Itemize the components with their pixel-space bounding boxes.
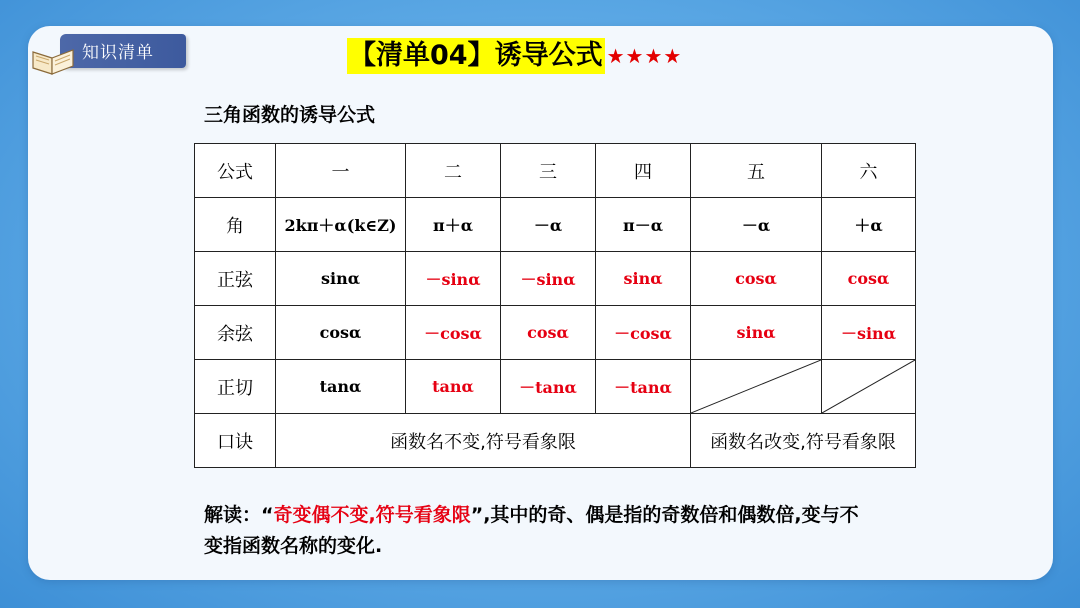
table-header-row <box>195 144 916 198</box>
section-subtitle: 三角函数的诱导公式 <box>204 104 376 126</box>
table-cell: π＋α <box>406 198 501 252</box>
note-suffix: ”,其中的奇、偶是指的奇数倍和偶数倍,变与不变指函数名称的变化. <box>204 504 859 557</box>
table-cell: cosα <box>822 252 916 306</box>
diagonal-line <box>822 360 915 413</box>
diagonal-line <box>691 360 821 413</box>
difficulty-stars: ★★★★ <box>606 44 683 68</box>
row-label: 口诀 <box>195 414 276 468</box>
table-cell: sinα <box>691 306 822 360</box>
empty-diagonal-cell <box>822 360 916 414</box>
empty-diagonal-cell <box>691 360 822 414</box>
row-label: 角 <box>195 198 276 252</box>
badge-label: 知识清单 <box>82 43 154 63</box>
table-cell: －tanα <box>501 360 596 414</box>
table-cell: －sinα <box>406 252 501 306</box>
table-cell: sinα <box>276 252 406 306</box>
table-cell: －cosα <box>406 306 501 360</box>
table-row <box>195 252 916 306</box>
row-label: 余弦 <box>195 306 276 360</box>
mnemonic-cell: 函数名不变,符号看象限 <box>276 414 691 468</box>
header-cell: 五 <box>691 144 822 198</box>
table-cell: －sinα <box>501 252 596 306</box>
table-row <box>195 198 916 252</box>
header-cell: 三 <box>501 144 596 198</box>
book-icon <box>30 42 76 76</box>
table-cell: cosα <box>276 306 406 360</box>
induction-formula-table <box>194 143 916 468</box>
table-row <box>195 306 916 360</box>
explanation-note <box>204 500 864 562</box>
header-cell: 六 <box>822 144 916 198</box>
note-highlight: 奇变偶不变,符号看象限 <box>273 504 471 526</box>
table-cell: －α <box>691 198 822 252</box>
row-label: 正弦 <box>195 252 276 306</box>
table-row <box>195 414 916 468</box>
table-cell: －tanα <box>596 360 691 414</box>
table-cell: tanα <box>406 360 501 414</box>
table-cell: ＋α <box>822 198 916 252</box>
table-row <box>195 360 916 414</box>
section-badge <box>30 30 186 70</box>
table-cell: cosα <box>691 252 822 306</box>
note-prefix: 解读：“ <box>204 504 274 526</box>
table-cell: sinα <box>596 252 691 306</box>
table-cell: π－α <box>596 198 691 252</box>
page-title <box>347 38 682 74</box>
table-cell: tanα <box>276 360 406 414</box>
mnemonic-cell: 函数名改变,符号看象限 <box>691 414 916 468</box>
header-cell: 公式 <box>195 144 276 198</box>
table-cell: 2kπ＋α(k∈Z) <box>276 198 406 252</box>
title-text: 【清单04】诱导公式 <box>347 38 605 74</box>
table-cell: cosα <box>501 306 596 360</box>
table-cell: －cosα <box>596 306 691 360</box>
header-cell: 二 <box>406 144 501 198</box>
row-label: 正切 <box>195 360 276 414</box>
table-cell: －α <box>501 198 596 252</box>
header-cell: 一 <box>276 144 406 198</box>
table-cell: －sinα <box>822 306 916 360</box>
header-cell: 四 <box>596 144 691 198</box>
